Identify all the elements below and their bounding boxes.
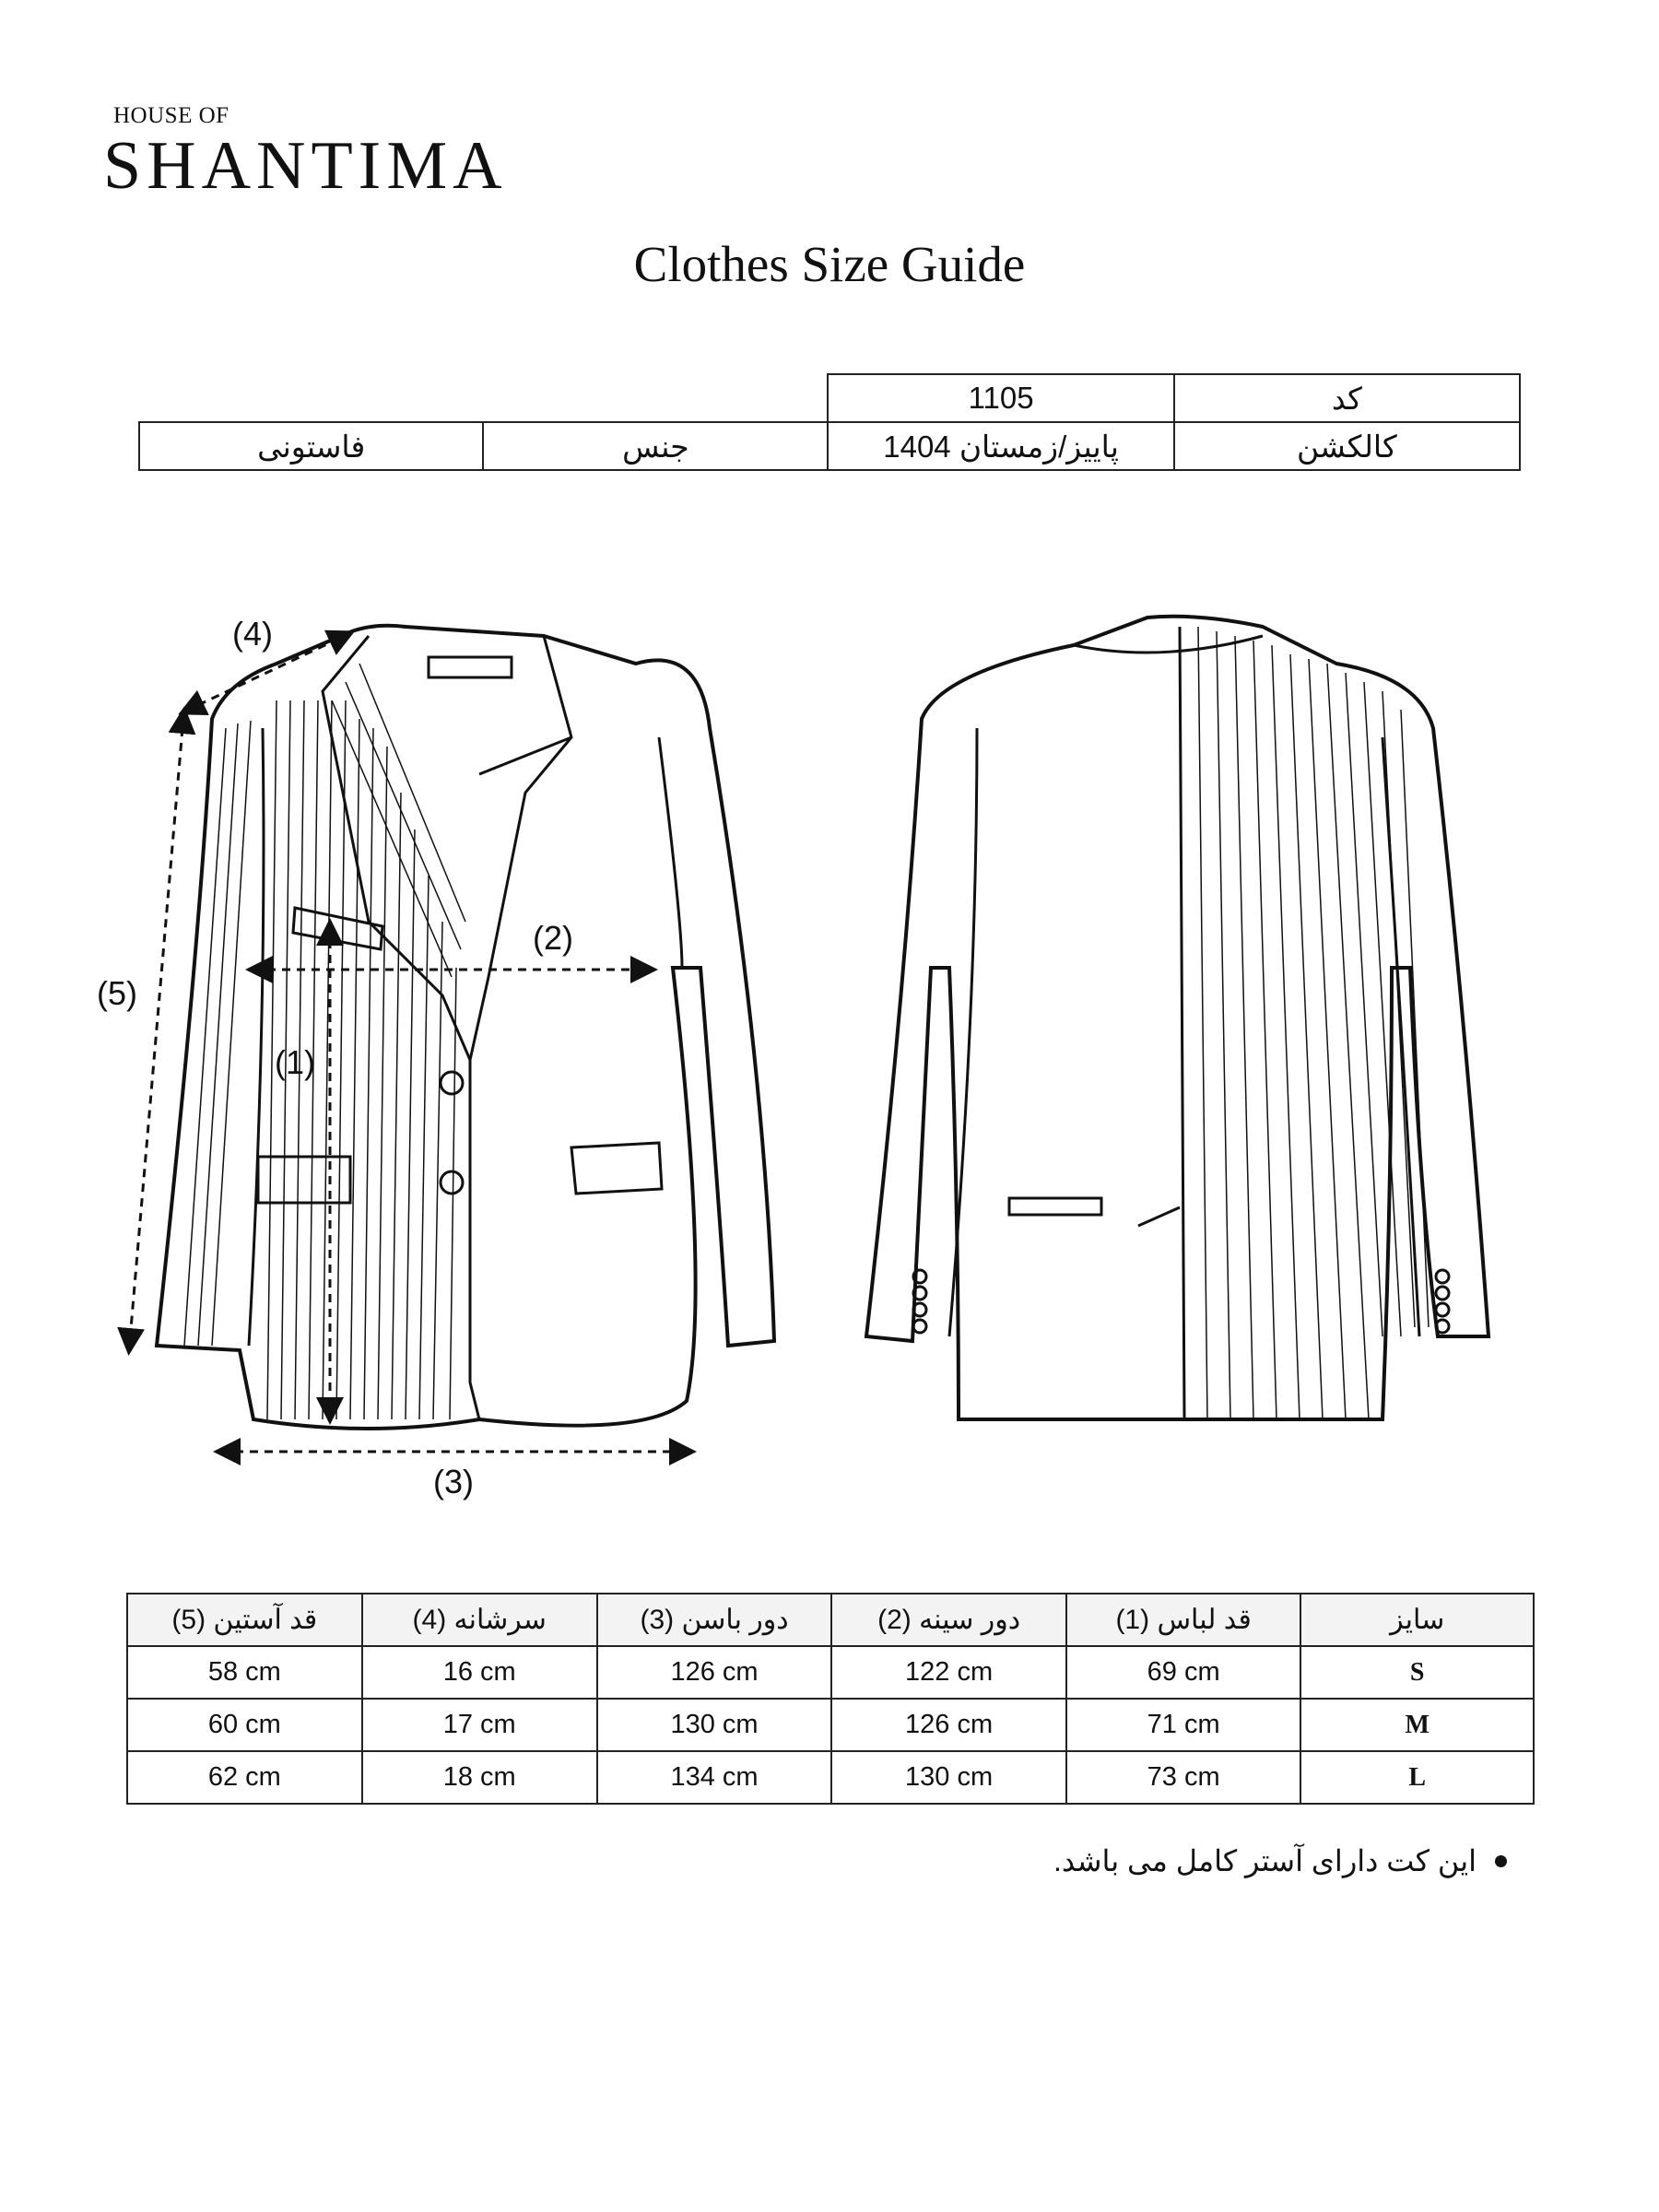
- page-title: Clothes Size Guide: [633, 236, 1026, 292]
- note-text: این کت دارای آستر کامل می باشد.: [1053, 1844, 1477, 1877]
- cell-sleeve: 60 cm: [127, 1699, 362, 1751]
- code-label: کد: [1174, 374, 1520, 422]
- bullet-icon: [1495, 1855, 1507, 1867]
- cell-chest: 122 cm: [831, 1646, 1066, 1699]
- cell-length: 69 cm: [1066, 1646, 1301, 1699]
- cell-sleeve: 62 cm: [127, 1751, 362, 1804]
- cell-size: M: [1300, 1699, 1534, 1751]
- header-sleeve: (5) قد آستین: [127, 1594, 362, 1646]
- table-row: [127, 1751, 1534, 1804]
- cell-sleeve: 58 cm: [127, 1646, 362, 1699]
- shoulder-arrow: [198, 633, 350, 705]
- cell-hip: 126 cm: [597, 1646, 832, 1699]
- cell-shoulder: 17 cm: [362, 1699, 597, 1751]
- table-row: [127, 1699, 1534, 1751]
- header-chest: (2) دور سینه: [831, 1594, 1066, 1646]
- cell-length: 71 cm: [1066, 1699, 1301, 1751]
- header-hip: (3) دور باسن: [597, 1594, 832, 1646]
- collection-label: کالکشن: [1174, 422, 1520, 470]
- brand-logo: SHANTIMA: [103, 128, 508, 204]
- size-table: [126, 1593, 1535, 1805]
- measure-label-3: (3): [433, 1463, 474, 1500]
- sleeve-arrow: [129, 728, 182, 1350]
- cell-shoulder: 16 cm: [362, 1646, 597, 1699]
- collection-value: پاییز/زمستان 1404: [828, 422, 1173, 470]
- header-size: سایز: [1300, 1594, 1534, 1646]
- cell-shoulder: 18 cm: [362, 1751, 597, 1804]
- cell-hip: 134 cm: [597, 1751, 832, 1804]
- measure-label-2: (2): [533, 919, 573, 957]
- table-row: [127, 1646, 1534, 1699]
- lining-note: [1053, 1843, 1507, 1878]
- cell-length: 73 cm: [1066, 1751, 1301, 1804]
- header-length: (1) قد لباس: [1066, 1594, 1301, 1646]
- cell-hip: 130 cm: [597, 1699, 832, 1751]
- front-jacket-drawing: [157, 626, 774, 1429]
- brand-small-text: HOUSE OF: [113, 103, 229, 128]
- cell-size: L: [1300, 1751, 1534, 1804]
- header-shoulder: (4) سرشانه: [362, 1594, 597, 1646]
- cell-chest: 126 cm: [831, 1699, 1066, 1751]
- material-label: جنس: [483, 422, 828, 470]
- measure-label-4: (4): [232, 615, 273, 653]
- back-jacket-drawing: [866, 617, 1488, 1419]
- material-value: فاستونی: [139, 422, 483, 470]
- table-header-row: [127, 1594, 1534, 1646]
- cell-size: S: [1300, 1646, 1534, 1699]
- code-value: 1105: [828, 374, 1173, 422]
- measure-label-5: (5): [97, 974, 137, 1012]
- cell-chest: 130 cm: [831, 1751, 1066, 1804]
- measure-label-1: (1): [275, 1043, 315, 1081]
